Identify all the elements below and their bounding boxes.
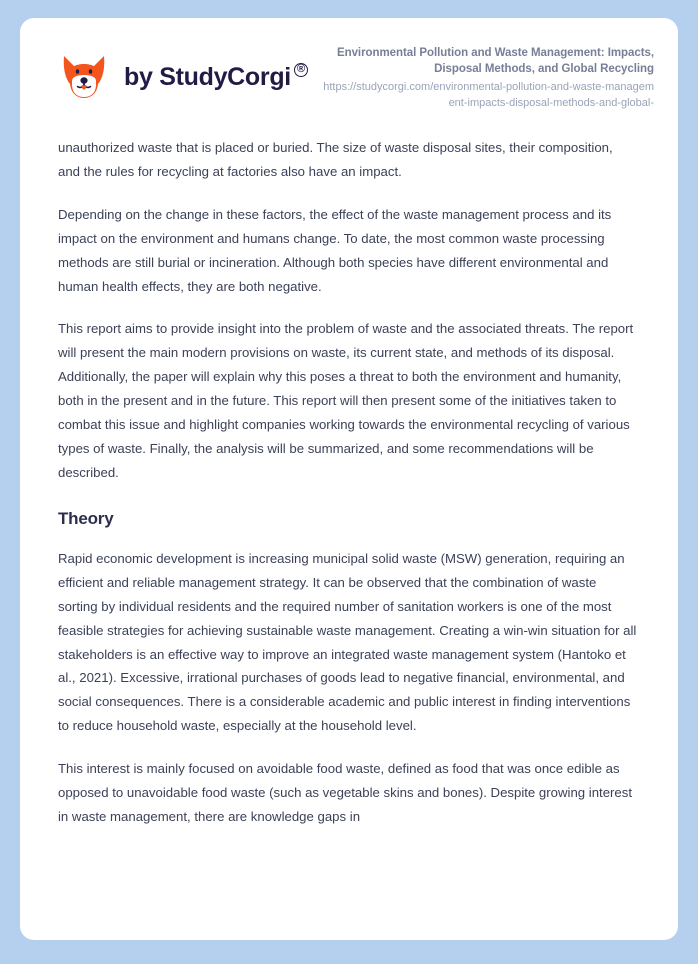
body-paragraph: Rapid economic development is increasing municipal solid waste (MSW) generation, requiring an efficient and reliable management strategy. It can be observed that the combination of waste sorting by individual residents and the required number of sanitation workers is one of the most feasible strategies for achieving sustainable waste management. Creating a win-win situation for all stakeholders is an effective way to improve an integrated waste management system (Hantoko et al., 2021). Excessive, irrational purchases of goods lead to negative financial, environmental, and social consequences. There is a considerable academic and public interest in finding interventions to reduce household waste, especially at the household level.: [58, 550, 637, 734]
document-title: Environmental Pollution and Waste Management: Impacts, Disposal Methods, and Global Recycling: [336, 46, 654, 75]
brand-wordmark: [124, 62, 308, 91]
section-heading: Theory: [58, 508, 114, 528]
body-paragraph: This report aims to provide insight into the problem of waste and the associated threats. The report will present the main modern provisions on waste, its current state, and methods of its disposal. Additionally, the paper will explain why this poses a threat to both the environment and humanity, both in the present and in the future. This report will then present some of the initiatives taken to combat this issue and highlight companies working towards the environmental recycling of various types of waste. Finally, the analysis will be summarized, and some recommendations will be described.: [58, 321, 634, 480]
registered-trademark-icon: ®: [294, 63, 308, 77]
corgi-mascot-icon: [58, 51, 110, 103]
body-paragraph: This interest is mainly focused on avoidable food waste, defined as food that was once edible as opposed to unavoidable food waste (such as vegetable skins and bones). Despite growing interest in waste management, there are knowledge gaps in: [58, 761, 633, 824]
document-sheet: [20, 18, 678, 940]
brand-block[interactable]: [58, 51, 308, 103]
brand-name-text: by StudyCorgi: [124, 62, 291, 91]
document-header: [20, 18, 678, 136]
document-body: [20, 136, 678, 829]
body-paragraph: Depending on the change in these factors, the effect of the waste management process and its impact on the environment and humans change. To date, the most common waste processing methods are still burial or incineration. Although both species have different environmental and human health effects, they are both negative.: [58, 206, 612, 294]
document-url[interactable]: https://studycorgi.com/environmental-pollution-and-waste-management-impacts-disposal-methods-and-global-: [323, 81, 654, 109]
header-meta: [318, 43, 654, 112]
body-paragraph: unauthorized waste that is placed or buried. The size of waste disposal sites, their composition, and the rules for recycling at factories also have an impact.: [58, 140, 613, 179]
